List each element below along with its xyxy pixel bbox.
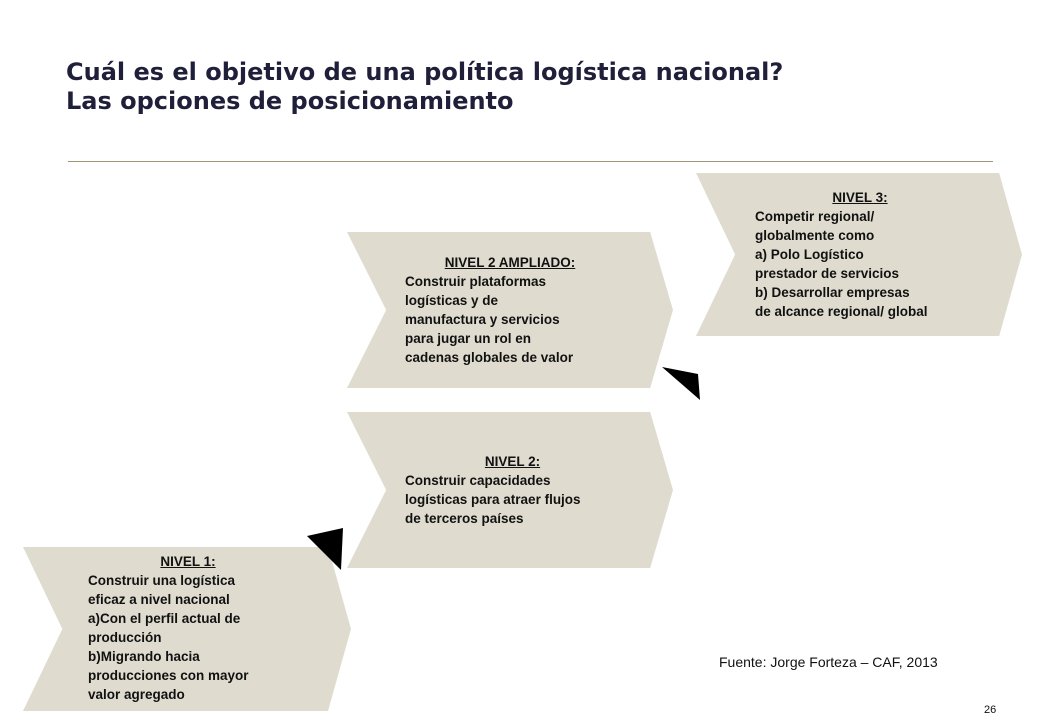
level-3-text	[755, 188, 965, 321]
source-citation: Fuente: Jorge Forteza – CAF, 2013	[719, 654, 938, 670]
page-number: 26	[984, 704, 997, 716]
title-divider	[68, 161, 993, 162]
level-2-body: Construir capacidades logísticas para atraer flujos de terceros países	[405, 473, 581, 526]
step-arrow-2-icon	[660, 362, 702, 402]
level-2-extended-body: Construir plataformas logísticas y de manufactura y servicios para jugar un rol en cadenas globales de valor	[405, 274, 574, 365]
level-2-heading: NIVEL 2:	[484, 454, 541, 469]
level-1-heading: NIVEL 1:	[160, 554, 216, 569]
level-2-extended-heading: NIVEL 2 AMPLIADO:	[444, 255, 576, 270]
title-line-2: Las opciones de posicionamiento	[66, 87, 514, 115]
level-1-text	[88, 552, 288, 704]
slide-title	[66, 58, 783, 116]
step-arrow-1-icon	[305, 526, 345, 572]
level-2-text	[405, 452, 620, 528]
level-2-extended-text	[405, 253, 615, 367]
level-3-body: Competir regional/ globalmente como a) Polo Logístico prestador de servicios b) Desarrollar empresas de alcance regional/ global	[755, 209, 928, 319]
level-1-body: Construir una logística eficaz a nivel nacional a)Con el perfil actual de producción b)Migrando hacia producciones con mayor valor agregado	[88, 573, 249, 702]
level-3-heading: NIVEL 3:	[832, 190, 888, 205]
title-line-1: Cuál es el objetivo de una política logística nacional?	[66, 58, 784, 86]
